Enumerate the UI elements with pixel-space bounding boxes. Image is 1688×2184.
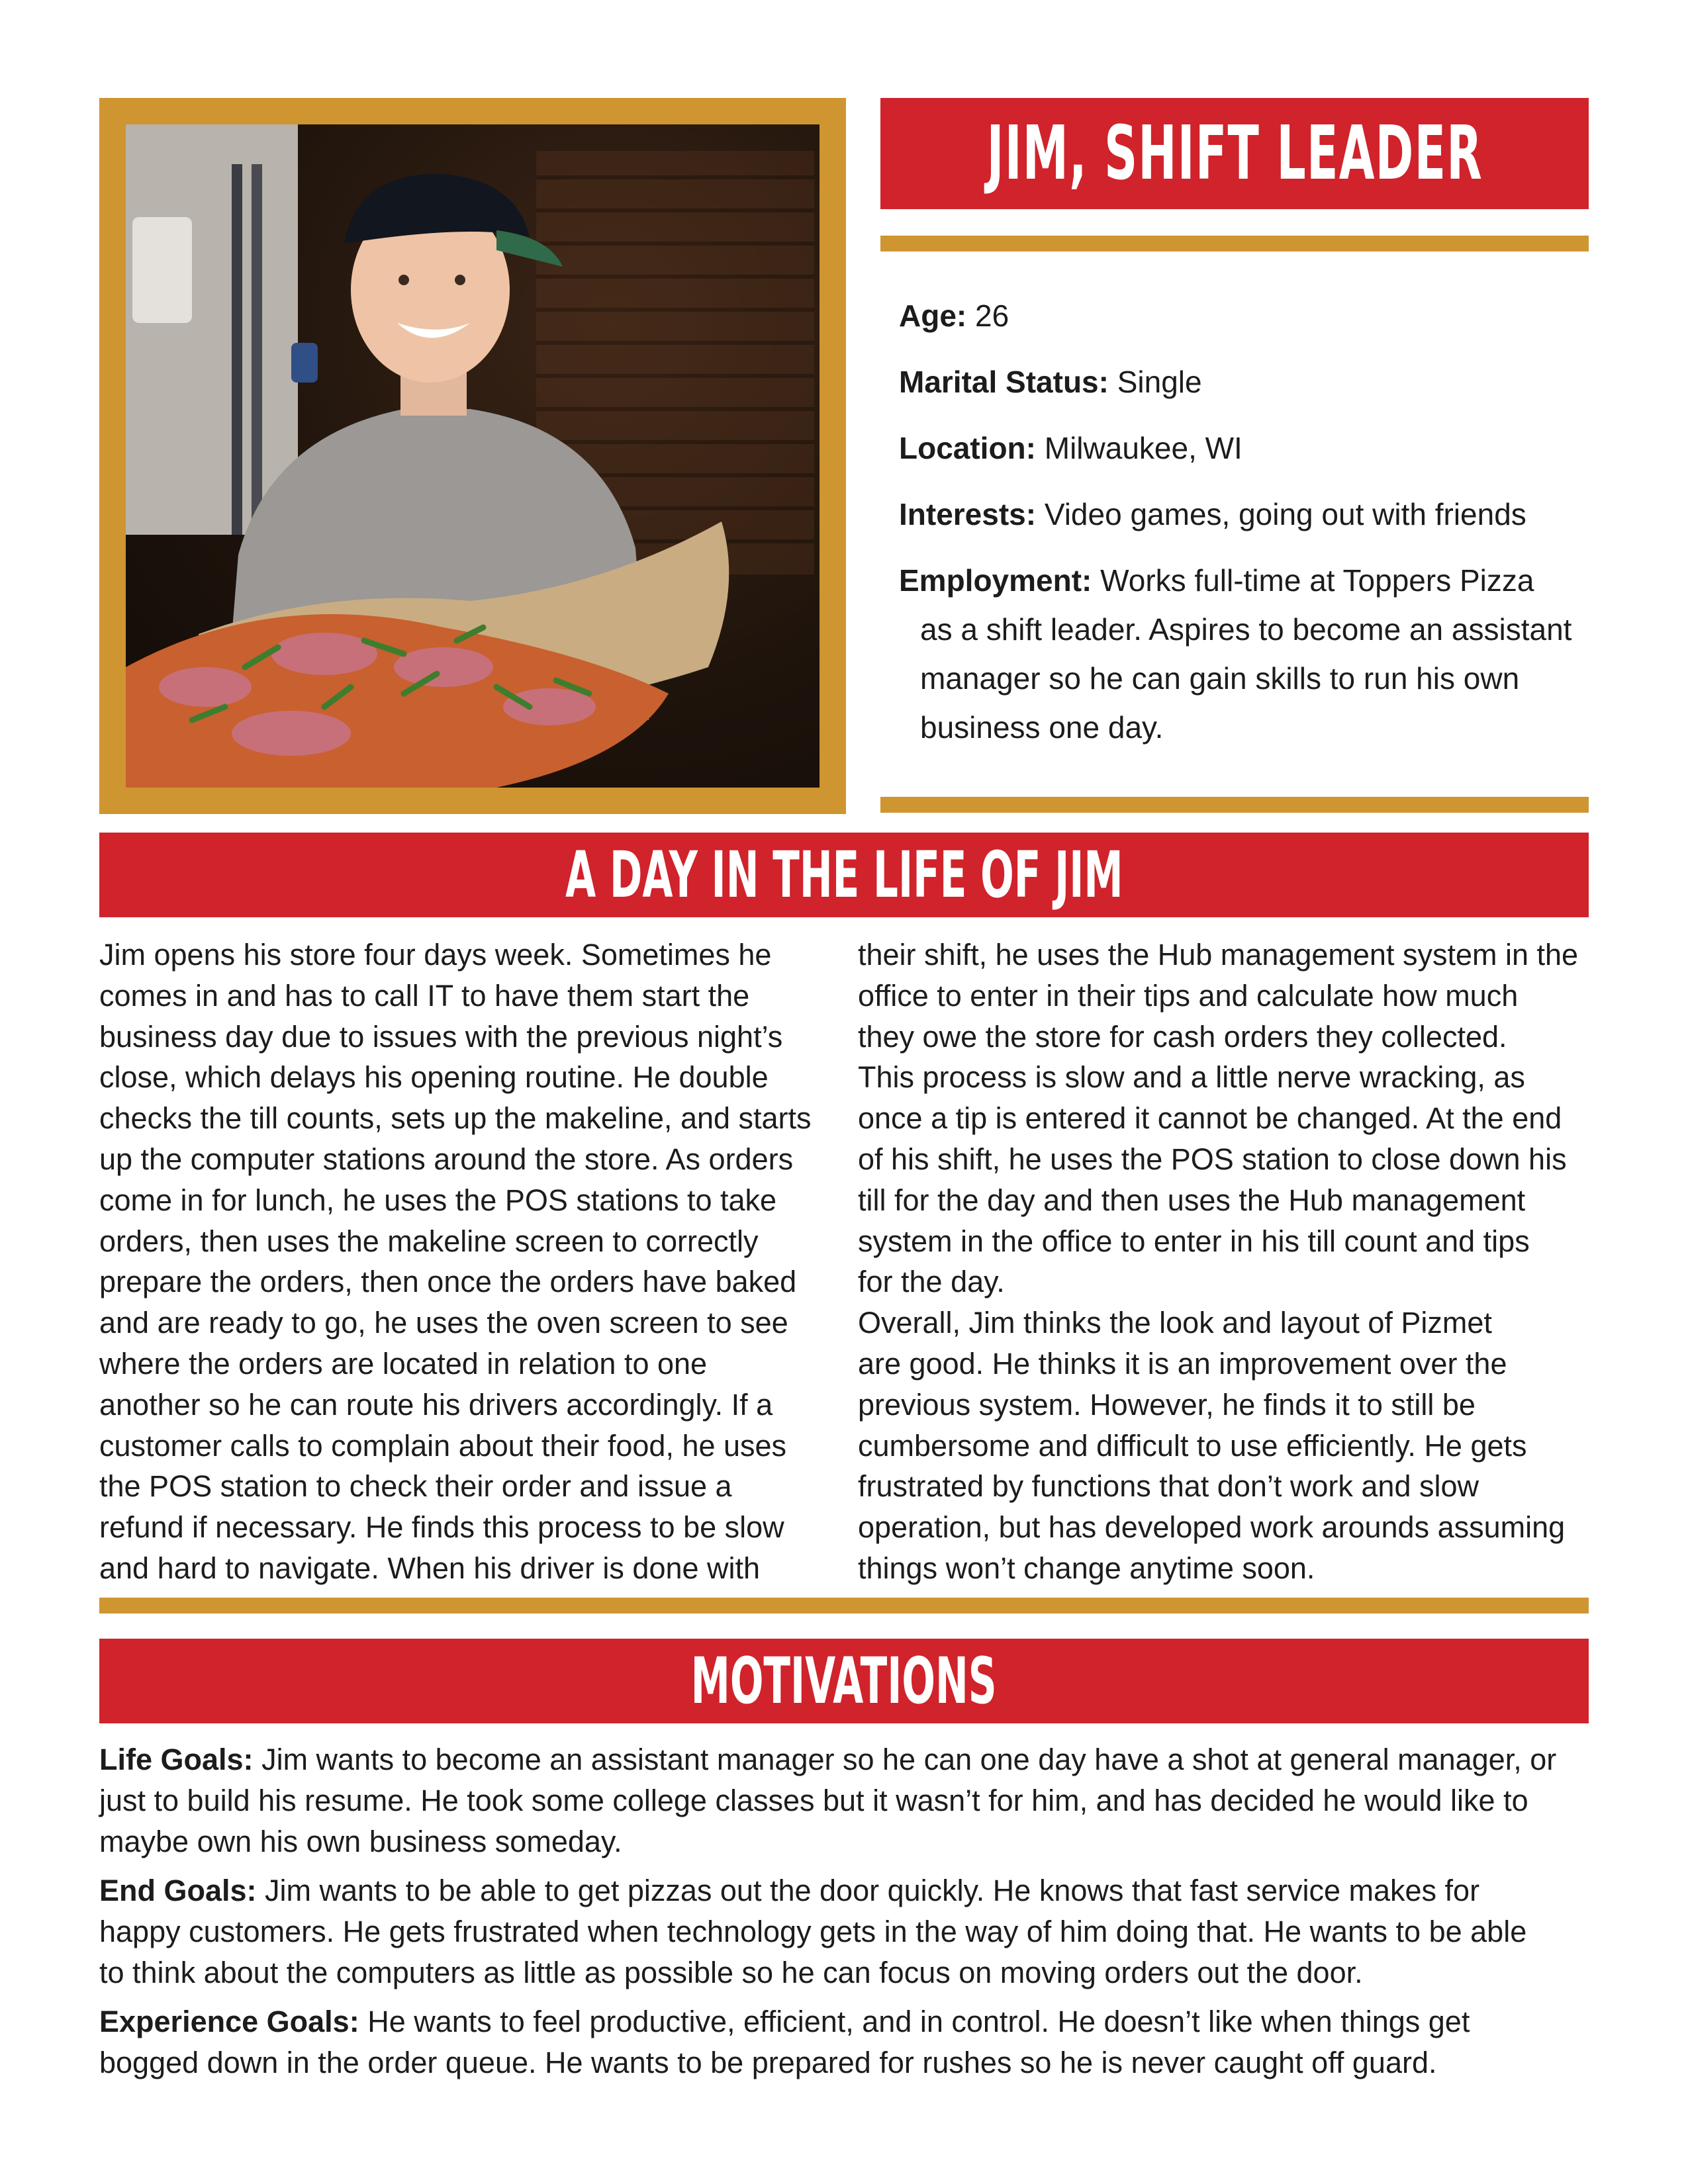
text-line: customer calls to complain about their food, he uses xyxy=(99,1428,787,1463)
day-in-life-heading: A DAY IN THE LIFE OF JIM xyxy=(565,838,1123,912)
text-line: operation, but has developed work arounds assuming xyxy=(858,1510,1566,1545)
text-line: their shift, he uses the Hub management system in the xyxy=(858,938,1579,972)
text-line: refund if necessary. He finds this process to be slow xyxy=(99,1510,784,1545)
page-title: JIM, SHIFT LEADER xyxy=(986,111,1483,197)
text-line: office to enter in their tips and calculate how much xyxy=(858,978,1519,1013)
text-line: Jim opens his store four days week. Sometimes he xyxy=(99,938,772,972)
profile-location: Location: Milwaukee, WI xyxy=(899,431,1243,465)
profile-interests: Interests: Video games, going out with friends xyxy=(899,497,1526,531)
text-line: frustrated by functions that don’t work and slow xyxy=(858,1469,1479,1504)
persona-photo xyxy=(126,124,820,788)
page-title-banner xyxy=(880,98,1589,209)
divider xyxy=(99,1598,1589,1614)
text-line: checks the till counts, sets up the makeline, and starts xyxy=(99,1101,812,1136)
text-line: are good. He thinks it is an improvement over the xyxy=(858,1346,1507,1381)
text-line: orders, then uses the makeline screen to correctly xyxy=(99,1224,759,1258)
text-line: This process is slow and a little nerve wracking, as xyxy=(858,1060,1525,1095)
day-in-life-banner xyxy=(99,833,1589,917)
text-line: up the computer stations around the store. As orders xyxy=(99,1142,794,1176)
text-line: things won’t change anytime soon. xyxy=(858,1551,1315,1585)
experience-goals: Experience Goals: He wants to feel productive, efficient, and in control. He doesn’t like when things get bogged down in the order queue. He wants to be prepared for rushes so he is never caught off guard. xyxy=(99,2005,1470,2079)
text-line: cumbersome and difficult to use efficiently. He gets xyxy=(858,1428,1527,1463)
text-line: prepare the orders, then once the orders have baked xyxy=(99,1265,797,1299)
text-line: previous system. However, he finds it to still be xyxy=(858,1387,1476,1422)
profile-details xyxy=(899,291,1587,769)
divider xyxy=(880,797,1589,813)
persona-photo-illustration xyxy=(126,124,820,788)
motivations-body xyxy=(99,1739,1589,2091)
motivations-heading: MOTIVATIONS xyxy=(690,1644,998,1718)
text-line: business day due to issues with the previous night’s xyxy=(99,1019,783,1054)
text-line: where the orders are located in relation to one xyxy=(99,1346,708,1381)
text-line: system in the office to enter in his till count and tips xyxy=(858,1224,1530,1258)
text-line: of his shift, he uses the POS station to close down his xyxy=(858,1142,1567,1176)
text-line: Overall, Jim thinks the look and layout of Pizmet xyxy=(858,1306,1492,1340)
text-line: and hard to navigate. When his driver is done with xyxy=(99,1551,761,1585)
text-line: the POS station to check their order and issue a xyxy=(99,1469,732,1504)
end-goals: End Goals: Jim wants to be able to get pizzas out the door quickly. He knows that fast service makes for happy customers. He gets frustrated when technology gets in the way of him doing that. He wants to be able to think about the computers as little as possible so he can focus on moving orders out the door. xyxy=(99,1874,1527,1989)
text-line: once a tip is entered it cannot be changed. At the end xyxy=(858,1101,1562,1136)
profile-age: Age: 26 xyxy=(899,298,1009,333)
text-line: come in for lunch, he uses the POS stations to take xyxy=(99,1183,777,1217)
motivations-banner xyxy=(99,1639,1589,1723)
text-line: and are ready to go, he uses the oven screen to see xyxy=(99,1306,788,1340)
text-line: comes in and has to call IT to have them start the xyxy=(99,978,750,1013)
text-line: close, which delays his opening routine. He double xyxy=(99,1060,769,1095)
profile-marital-status: Marital Status: Single xyxy=(899,365,1202,399)
persona-photo-frame xyxy=(99,98,846,814)
text-line: they owe the store for cash orders they collected. xyxy=(858,1019,1507,1054)
profile-employment: Employment: Works full-time at Toppers Pizza as a shift leader. Aspires to become an assistant manager so he can gain skills to run his own business one day. xyxy=(899,563,1572,745)
text-line: for the day. xyxy=(858,1265,1005,1299)
life-goals: Life Goals: Jim wants to become an assistant manager so he can one day have a shot at general manager, or just to build his resume. He took some college classes but it wasn’t for him, and has decided he would like to maybe own his own business someday. xyxy=(99,1743,1557,1858)
divider xyxy=(880,236,1589,251)
day-in-life-right-column xyxy=(858,934,1586,1589)
text-line: till for the day and then uses the Hub management xyxy=(858,1183,1526,1217)
day-in-life-left-column xyxy=(99,934,827,1589)
text-line: another so he can route his drivers accordingly. If a xyxy=(99,1387,773,1422)
